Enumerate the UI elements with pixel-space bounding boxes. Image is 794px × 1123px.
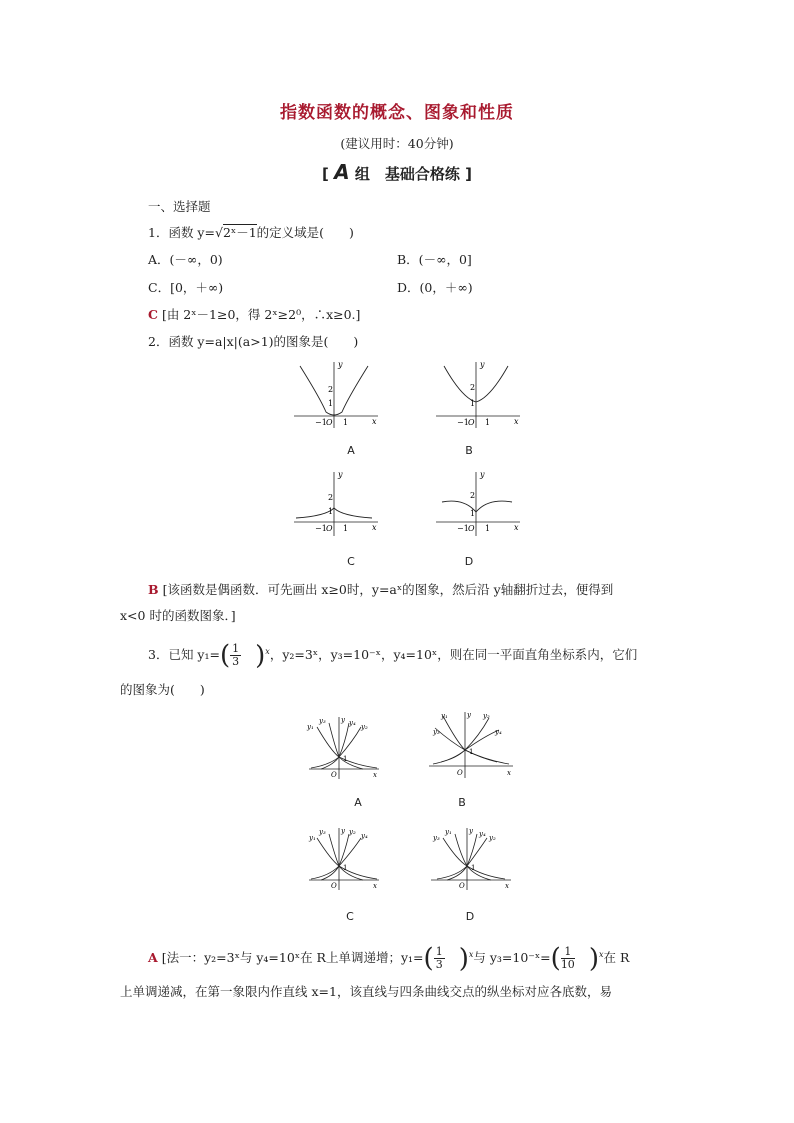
svg-text:y₂: y₂ — [349, 828, 356, 836]
svg-text:O: O — [326, 418, 333, 427]
q1-option-b[interactable]: B．(－∞，0] — [397, 252, 472, 267]
svg-text:2: 2 — [328, 385, 334, 394]
q1-option-a[interactable]: A．(－∞，0) — [148, 252, 223, 267]
curve — [442, 501, 512, 512]
q3-graph-a — [305, 713, 385, 781]
q2-label-c: C — [347, 555, 355, 568]
svg-text:O: O — [468, 418, 475, 427]
svg-text:x: x — [372, 523, 377, 532]
q1-option-d[interactable]: D．(0，＋∞) — [397, 280, 473, 295]
q2-graph-a — [290, 358, 380, 430]
svg-text:y₁: y₁ — [307, 723, 314, 731]
svg-text:1: 1 — [343, 864, 348, 872]
svg-text:y: y — [480, 360, 485, 369]
q3-graph-c — [305, 824, 385, 892]
svg-text:−1: −1 — [457, 524, 469, 533]
svg-text:1: 1 — [343, 524, 349, 533]
q3-answer-letter: A — [148, 950, 158, 966]
svg-text:y: y — [338, 360, 343, 369]
q2-label-b: B — [465, 444, 473, 457]
svg-text:y₂: y₂ — [483, 712, 490, 720]
svg-text:y₄: y₄ — [361, 832, 368, 840]
svg-text:1: 1 — [328, 399, 334, 408]
svg-text:O: O — [459, 882, 465, 890]
svg-text:y₃: y₃ — [319, 828, 326, 836]
svg-text:1: 1 — [343, 755, 348, 763]
svg-text:1: 1 — [471, 864, 476, 872]
svg-text:1: 1 — [485, 418, 491, 427]
sqrt-sign: √ — [214, 225, 223, 240]
svg-text:2: 2 — [470, 383, 476, 392]
q3-graph-d — [427, 824, 517, 892]
svg-text:y: y — [341, 827, 345, 835]
svg-text:x: x — [514, 417, 519, 426]
svg-text:y: y — [341, 716, 345, 724]
bracket-left: [ — [322, 165, 329, 183]
svg-text:y₁: y₁ — [445, 828, 452, 836]
q2-stem: 2．函数 y=a|x|(a>1)的图象是( ) — [148, 334, 359, 349]
group-label: 组 基础合格练 — [354, 165, 460, 183]
svg-text:−1: −1 — [315, 524, 327, 533]
group-letter: A — [334, 160, 350, 184]
q2-label-d: D — [464, 555, 474, 568]
q3-label-d: D — [465, 910, 475, 923]
svg-text:1: 1 — [469, 748, 474, 756]
svg-text:y₃: y₃ — [433, 834, 440, 842]
svg-text:y: y — [338, 470, 343, 479]
svg-text:1: 1 — [343, 418, 349, 427]
q1-option-c[interactable]: C．[0，＋∞) — [148, 280, 224, 295]
svg-text:x: x — [373, 771, 377, 779]
q3-label-b: B — [458, 796, 466, 809]
svg-text:y₄: y₄ — [479, 830, 486, 838]
q2-graph-b — [432, 358, 522, 430]
svg-text:y₂: y₂ — [489, 834, 496, 842]
svg-text:2: 2 — [470, 491, 476, 500]
svg-text:y₃: y₃ — [319, 717, 326, 725]
section-heading: 一、选择题 — [148, 199, 211, 214]
q1-stem: 1．函数 y=√2ˣ－1的定义域是( ) — [148, 225, 354, 240]
svg-text:y: y — [480, 470, 485, 479]
q2-answer-letter: B — [148, 582, 159, 597]
svg-text:y₃: y₃ — [433, 728, 440, 736]
svg-text:1: 1 — [470, 509, 476, 518]
svg-text:y₄: y₄ — [349, 719, 356, 727]
q3-fraction: $\frac{1}{3}$ — [232, 642, 240, 669]
svg-text:y₂: y₂ — [361, 723, 368, 731]
q3-stem-line2: 的图象为( ) — [120, 682, 205, 697]
q2-answer-line2: x<0 时的函数图象．] — [120, 608, 236, 623]
svg-text:x: x — [505, 882, 509, 890]
q3-answer-line1: A [法一：y₂=3ˣ与 y₄=10ˣ在 R上单调递增；y₁=( $\frac{1}{3}$ )$^x$与 y₃=10⁻ˣ=( $\frac{1}{10}$ )$^x$在 R — [148, 943, 630, 974]
svg-text:y: y — [469, 827, 473, 835]
q2-label-a: A — [347, 444, 355, 457]
svg-text:1: 1 — [470, 399, 476, 408]
q3-answer-line2: 上单调递减，在第一象限内作直线 x=1，该直线与四条曲线交点的纵坐标对应各底数，易 — [120, 984, 612, 999]
q2-answer-line1: B [该函数是偶函数．可先画出 x≥0时，y=aˣ的图象，然后沿 y轴翻折过去，便得到 — [148, 582, 614, 597]
svg-text:2: 2 — [328, 493, 334, 502]
svg-text:x: x — [373, 882, 377, 890]
svg-text:x: x — [372, 417, 377, 426]
q2-graph-c — [290, 468, 380, 540]
svg-text:1: 1 — [328, 507, 334, 516]
group-heading — [0, 160, 794, 184]
svg-text:O: O — [457, 769, 463, 777]
q1-answer: C [由 2ˣ－1≥0，得 2ˣ≥2⁰，∴x≥0.] — [148, 307, 361, 322]
svg-text:x: x — [507, 769, 511, 777]
page-subtitle: (建议用时：40分钟) — [340, 136, 454, 151]
q1-answer-letter: C — [148, 307, 158, 322]
svg-text:y: y — [467, 711, 471, 719]
svg-text:y₁: y₁ — [309, 834, 316, 842]
svg-text:O: O — [331, 882, 337, 890]
bracket-right: ] — [465, 165, 472, 183]
svg-text:−1: −1 — [315, 418, 327, 427]
q3-label-a: A — [354, 796, 362, 809]
svg-text:O: O — [468, 524, 475, 533]
svg-text:O: O — [331, 771, 337, 779]
page-title: 指数函数的概念、图象和性质 — [280, 103, 514, 123]
svg-text:O: O — [326, 524, 333, 533]
svg-text:y₄: y₄ — [495, 728, 502, 736]
svg-text:x: x — [514, 523, 519, 532]
q2-graph-d — [432, 468, 522, 540]
svg-text:y₁: y₁ — [441, 712, 448, 720]
q3-label-c: C — [346, 910, 354, 923]
q3-graph-b — [427, 706, 517, 780]
svg-text:1: 1 — [485, 524, 491, 533]
svg-text:−1: −1 — [457, 418, 469, 427]
q1-radicand: 2ˣ－1 — [222, 225, 257, 240]
q3-stem: 3．已知 y₁=( $\frac{1}{3}$ )$^x$，y₂=3ˣ，y₃=10⁻ˣ，y₄=10ˣ，则在同一平面直角坐标系内，它们 — [148, 640, 638, 671]
